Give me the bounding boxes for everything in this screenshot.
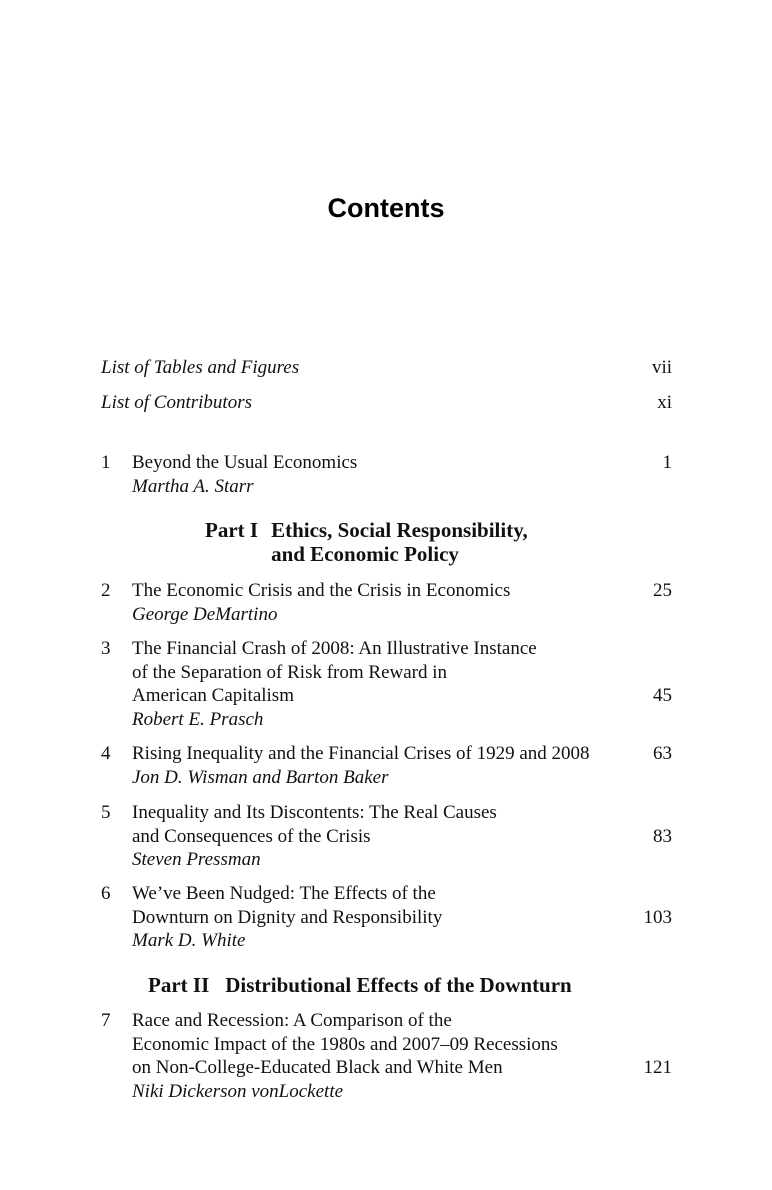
part-heading-1 [205,518,528,566]
toc-chapter-1[interactable] [101,451,672,498]
toc-entry-label: List of Contributors [101,392,252,413]
toc-chapter-5[interactable] [101,801,672,872]
chapter-author: Robert E. Prasch [132,708,264,730]
part-title-line: Distributional Effects of the Downturn [225,973,572,997]
part-label: Part I [205,518,259,542]
chapter-title-line: Beyond the Usual Economics [132,452,358,473]
chapter-author: Mark D. White [132,930,246,951]
chapter-title-line: and Consequences of the Crisis [132,825,371,847]
chapter-author: George DeMartino [132,603,278,625]
toc-entry-label: List of Tables and Figures [101,357,300,378]
toc-chapter-7[interactable] [101,1009,672,1103]
chapter-number: 4 [101,743,111,764]
chapter-title-line: Inequality and Its Discontents: The Real Causes [132,802,497,823]
toc-page-number: xi [657,392,672,413]
part-title-line: Ethics, Social Responsibility, [271,518,528,542]
toc-list-of-tables-and-figures[interactable] [101,356,672,380]
toc-page-number: 45 [653,685,672,706]
toc-chapter-3[interactable] [101,637,672,731]
chapter-number: 6 [101,883,111,904]
toc-page-number: 83 [653,825,672,847]
toc-page-number: vii [651,357,672,378]
chapter-title-line: Rising Inequality and the Financial Crises of 1929 and 2008 [132,743,590,764]
part-heading-2 [148,973,572,997]
chapter-number: 1 [101,452,111,473]
chapter-author: Martha A. Starr [132,475,254,497]
toc-page-number: 103 [643,906,672,928]
chapter-number: 3 [101,638,111,659]
chapter-number: 7 [101,1010,111,1031]
chapter-title-line: We’ve Been Nudged: The Effects of the [132,883,436,904]
chapter-number: 2 [101,580,111,601]
chapter-author: Steven Pressman [132,849,261,870]
chapter-title-line: American Capitalism [132,685,294,706]
part-title-line: and Economic Policy [271,542,459,566]
chapter-author: Jon D. Wisman and Barton Baker [132,766,389,788]
toc-list-of-contributors[interactable] [101,391,672,415]
toc-page-number: 63 [653,743,672,764]
chapter-title-line: on Non-College-Educated Black and White Men [132,1057,503,1078]
page-title: Contents [327,193,445,223]
toc-page-number: 121 [643,1057,672,1078]
chapter-number: 5 [101,802,111,823]
chapter-author: Niki Dickerson vonLockette [132,1080,344,1102]
toc-page-number: 1 [662,452,672,473]
chapter-title-line: of the Separation of Risk from Reward in [132,661,448,683]
toc-page-number: 25 [653,580,672,601]
part-label: Part II [148,973,210,997]
toc-chapter-6[interactable] [101,882,672,953]
chapter-title-line: Race and Recession: A Comparison of the [132,1010,452,1031]
chapter-title-line: The Financial Crash of 2008: An Illustrative Instance [132,638,537,659]
chapter-title-line: Economic Impact of the 1980s and 2007–09 Recessions [132,1033,558,1055]
toc-chapter-4[interactable] [101,742,672,789]
chapter-title-line: Downturn on Dignity and Responsibility [132,906,443,928]
chapter-title-line: The Economic Crisis and the Crisis in Economics [132,580,511,601]
toc-chapter-2[interactable] [101,579,672,626]
